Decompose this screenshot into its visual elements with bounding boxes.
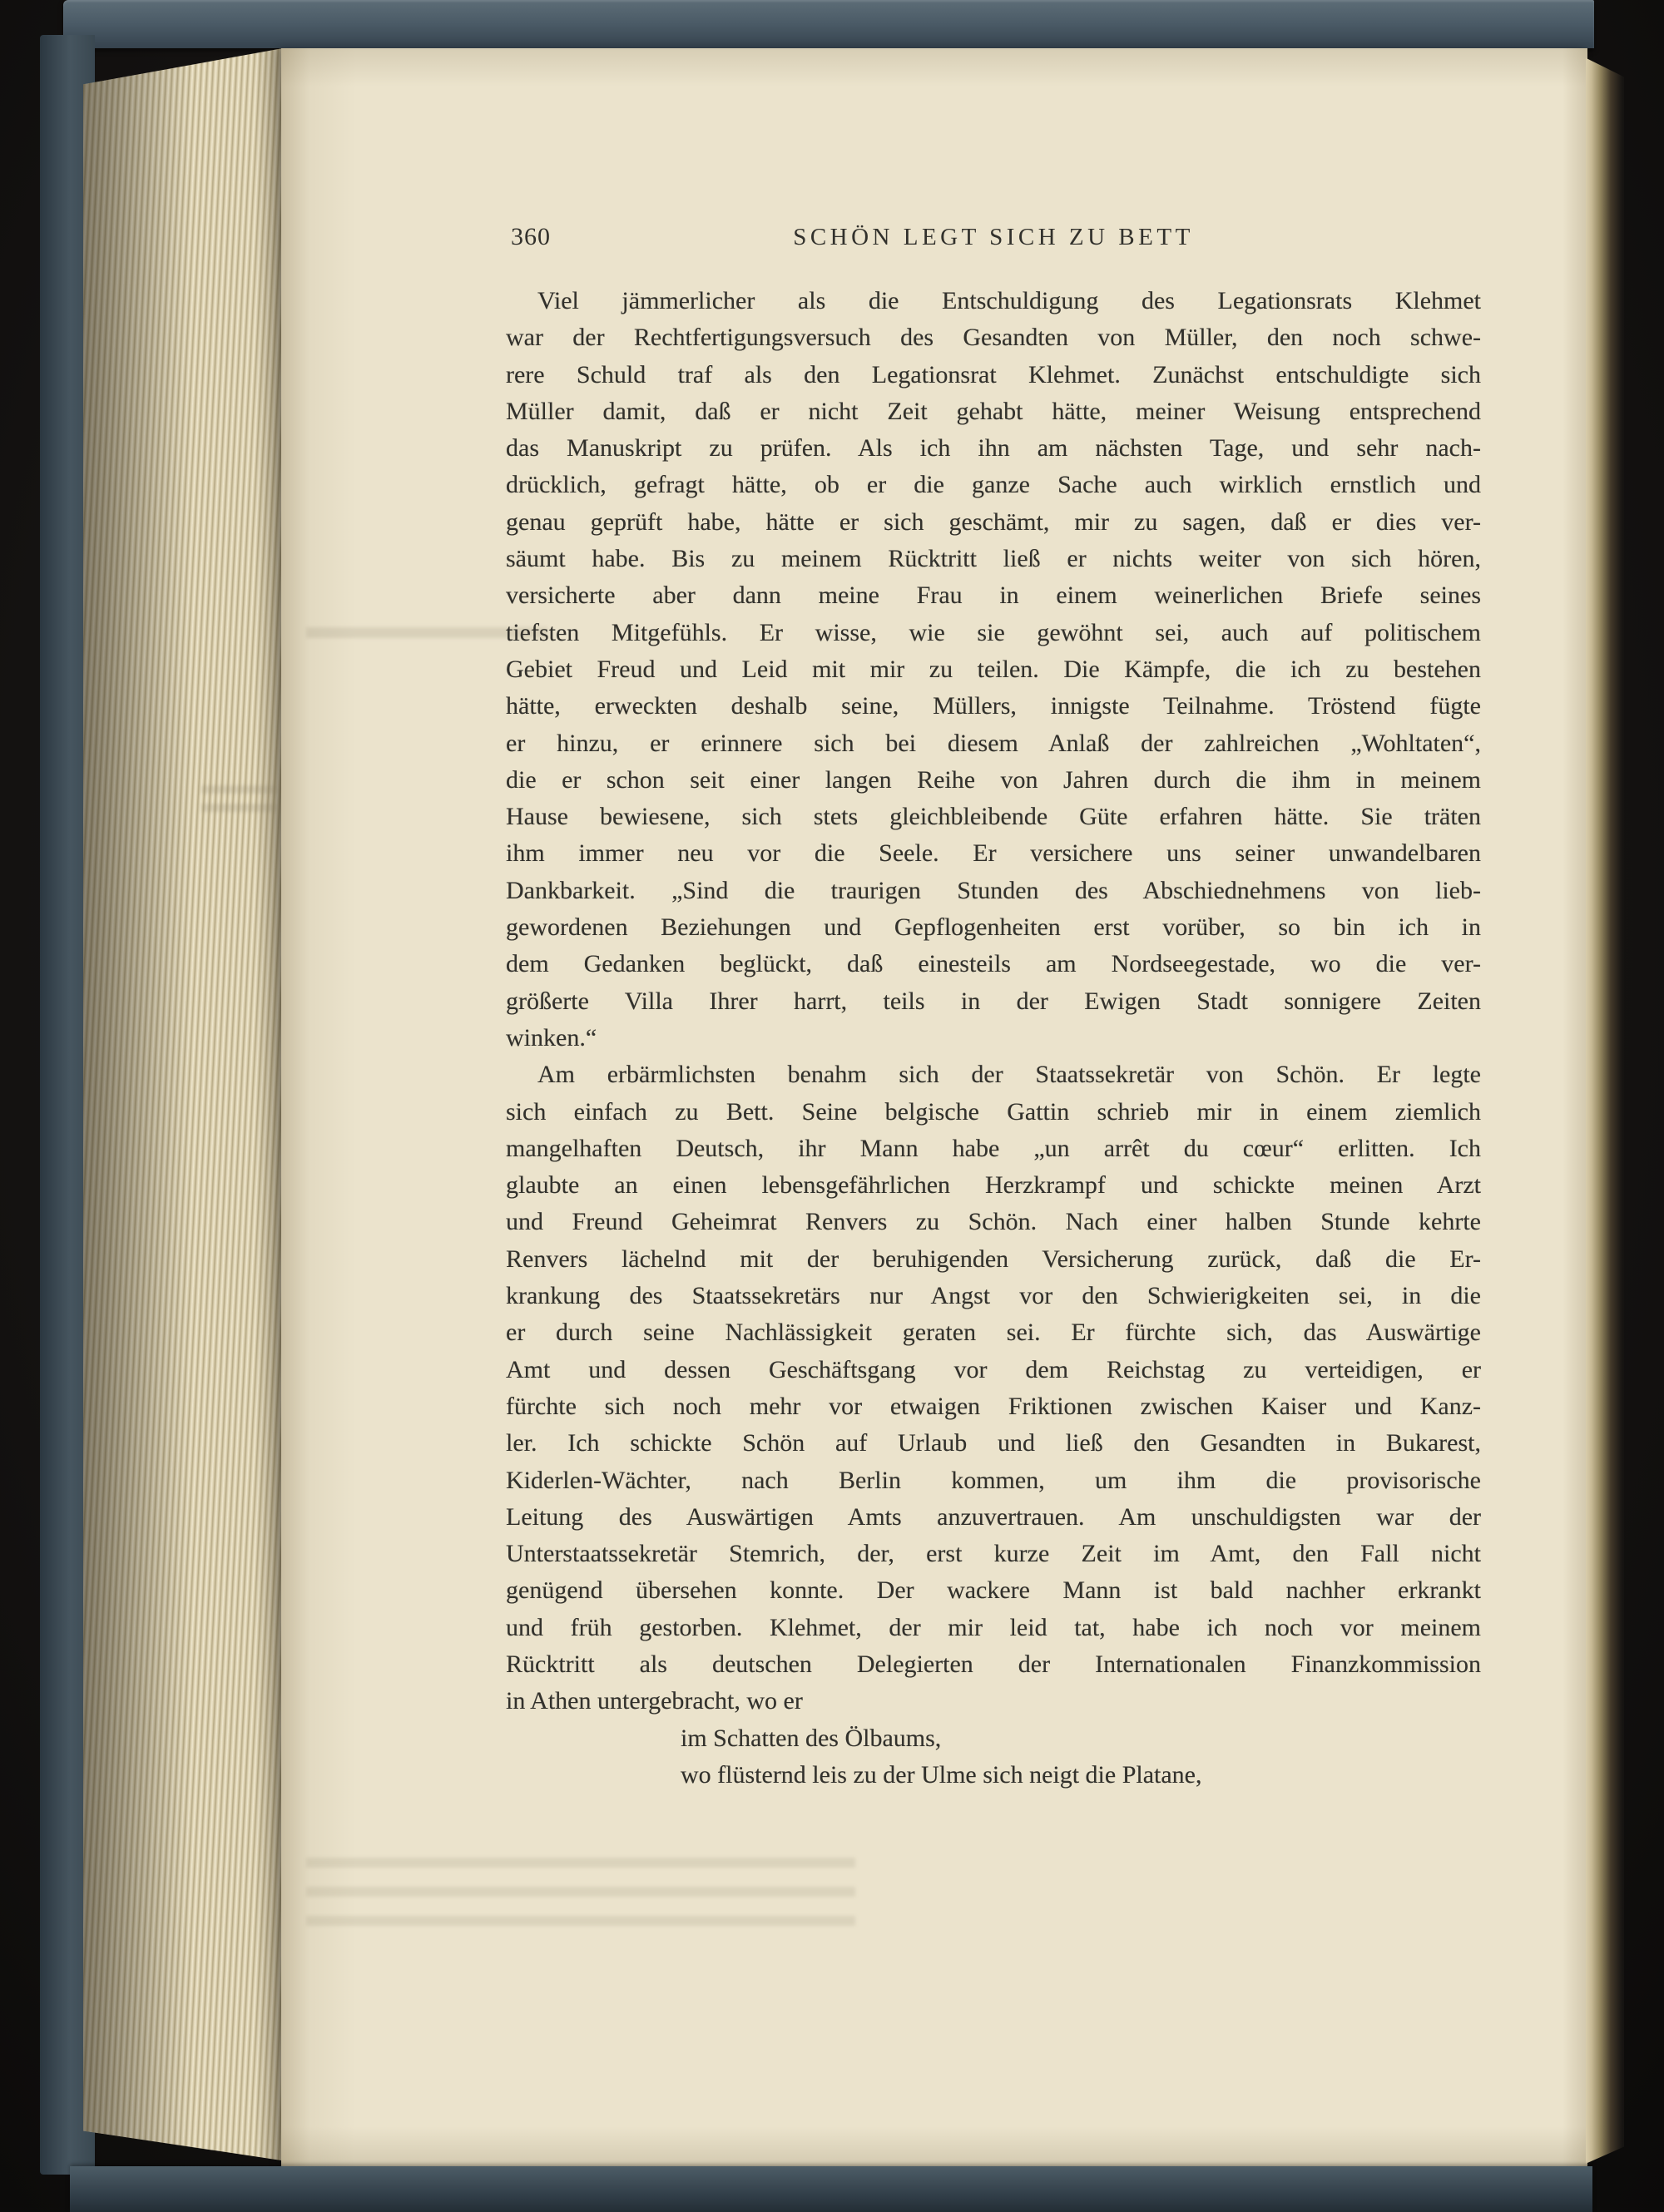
running-title: SCHÖN LEGT SICH ZU BETT — [793, 224, 1194, 250]
text-line: Unterstaatssekretär Stemrich, der, erst kurze Zeit im Amt, den Fall nicht — [506, 1540, 1481, 1568]
text-line: und Freund Geheimrat Renvers zu Schön. Nach einer halben Stunde kehrte — [506, 1208, 1481, 1236]
text-line: mangelhaften Deutsch, ihr Mann habe „un arrêt du cœur“ erlitten. Ich — [506, 1134, 1481, 1162]
page-number: 360 — [511, 223, 551, 250]
text-line: glaubte an einen lebensgefährlichen Herzkrampf und schickte meinen Arzt — [506, 1171, 1481, 1200]
text-line: Rücktritt als deutschen Delegierten der Internationalen Finanzkommission — [506, 1650, 1481, 1678]
text-line: er durch seine Nachlässigkeit geraten sei. Er fürchte sich, das Auswärtige — [506, 1319, 1481, 1347]
text-line: er hinzu, er erinnere sich bei diesem Anlaß der zahlreichen „Wohltaten“, — [506, 729, 1481, 757]
text-line: säumt habe. Bis zu meinem Rücktritt ließ er nichts weiter von sich hören, — [506, 545, 1481, 573]
text-line: tiefsten Mitgefühls. Er wisse, wie sie gewöhnt sei, auch auf politischem — [506, 618, 1481, 646]
text-line: gewordenen Beziehungen und Gepflogenheiten erst vorüber, so bin ich in — [506, 913, 1481, 942]
verse-line: wo flüsternd leis zu der Ulme sich neigt die Platane, — [681, 1760, 1202, 1789]
text-block — [506, 283, 1481, 1794]
text-line: drücklich, gefragt hätte, ob er die ganze Sache auch wirklich ernstlich und — [506, 471, 1481, 499]
text-line: das Manuskript zu prüfen. Als ich ihn am nächsten Tage, und sehr nach- — [506, 434, 1481, 463]
text-line: die er schon seit einer langen Reihe von Jahren durch die ihm in meinem — [506, 765, 1481, 794]
text-line: Hause bewiesene, sich stets gleichbleibende Güte erfahren hätte. Sie träten — [506, 803, 1481, 831]
body-paragraph — [506, 283, 1481, 1057]
page-header — [506, 223, 1481, 260]
text-line: krankung des Staatssekretärs nur Angst vor den Schwierigkeiten sei, in die — [506, 1282, 1481, 1310]
verse-line: im Schatten des Ölbaums, — [681, 1724, 942, 1752]
text-line: größerte Villa Ihrer harrt, teils in der Ewigen Stadt sonnigere Zeiten — [506, 987, 1481, 1015]
text-line: Gebiet Freud und Leid mit mir zu teilen. Die Kämpfe, die ich zu bestehen — [506, 655, 1481, 683]
text-line: rere Schuld traf als den Legationsrat Klehmet. Zunächst entschuldigte sich — [506, 360, 1481, 388]
text-line: Amt und dessen Geschäftsgang vor dem Reichstag zu verteidigen, er — [506, 1355, 1481, 1383]
left-page-edges — [83, 48, 283, 2171]
verse-block — [681, 1720, 1481, 1794]
text-line: in Athen untergebracht, wo er — [506, 1687, 803, 1715]
right-page-edges — [1586, 52, 1624, 2168]
text-line: Müller damit, daß er nicht Zeit gehabt hätte, meiner Weisung entsprechend — [506, 397, 1481, 425]
text-line: Viel jämmerlicher als die Entschuldigung des Legationsrats Klehmet — [537, 287, 1481, 314]
text-line: ler. Ich schickte Schön auf Urlaub und ließ den Gesandten in Bukarest, — [506, 1429, 1481, 1457]
body-paragraph — [506, 1057, 1481, 1720]
text-line: winken.“ — [506, 1023, 597, 1052]
text-line: genau geprüft habe, hätte er sich geschämt, mir zu sagen, daß er dies ver- — [506, 507, 1481, 536]
book-cover-top-edge — [63, 0, 1594, 48]
text-line: Leitung des Auswärtigen Amts anzuvertrauen. Am unschuldigsten war der — [506, 1502, 1481, 1531]
book-cover-bottom-edge — [70, 2166, 1592, 2212]
text-line: fürchte sich noch mehr vor etwaigen Friktionen zwischen Kaiser und Kanz- — [506, 1392, 1481, 1420]
text-line: und früh gestorben. Klehmet, der mir leid tat, habe ich noch vor meinem — [506, 1613, 1481, 1641]
text-line: sich einfach zu Bett. Seine belgische Gattin schrieb mir in einem ziemlich — [506, 1097, 1481, 1126]
body-paragraphs — [506, 283, 1481, 1720]
text-line: dem Gedanken beglückt, daß einesteils am Nordseegestade, wo die ver- — [506, 950, 1481, 978]
book-page — [281, 48, 1587, 2168]
text-line: hätte, erweckten deshalb seine, Müllers, innigste Teilnahme. Tröstend fügte — [506, 692, 1481, 720]
text-line: genügend übersehen konnte. Der wackere Mann ist bald nachher erkrankt — [506, 1576, 1481, 1605]
text-line: ihm immer neu vor die Seele. Er versichere uns seiner unwandelbaren — [506, 839, 1481, 868]
text-line: Am erbärmlichsten benahm sich der Staatssekretär von Schön. Er legte — [537, 1061, 1481, 1089]
text-line: Dankbarkeit. „Sind die traurigen Stunden des Abschiednehmens von lieb- — [506, 876, 1481, 904]
text-line: versicherte aber dann meine Frau in einem weinerlichen Briefe seines — [506, 581, 1481, 610]
text-line: Kiderlen-Wächter, nach Berlin kommen, um ihm die provisorische — [506, 1466, 1481, 1494]
print-bleedthrough — [306, 1858, 855, 1941]
text-line: war der Rechtfertigungsversuch des Gesandten von Müller, den noch schwe- — [506, 324, 1481, 352]
text-line: Renvers lächelnd mit der beruhigenden Versicherung zurück, daß die Er- — [506, 1245, 1481, 1273]
